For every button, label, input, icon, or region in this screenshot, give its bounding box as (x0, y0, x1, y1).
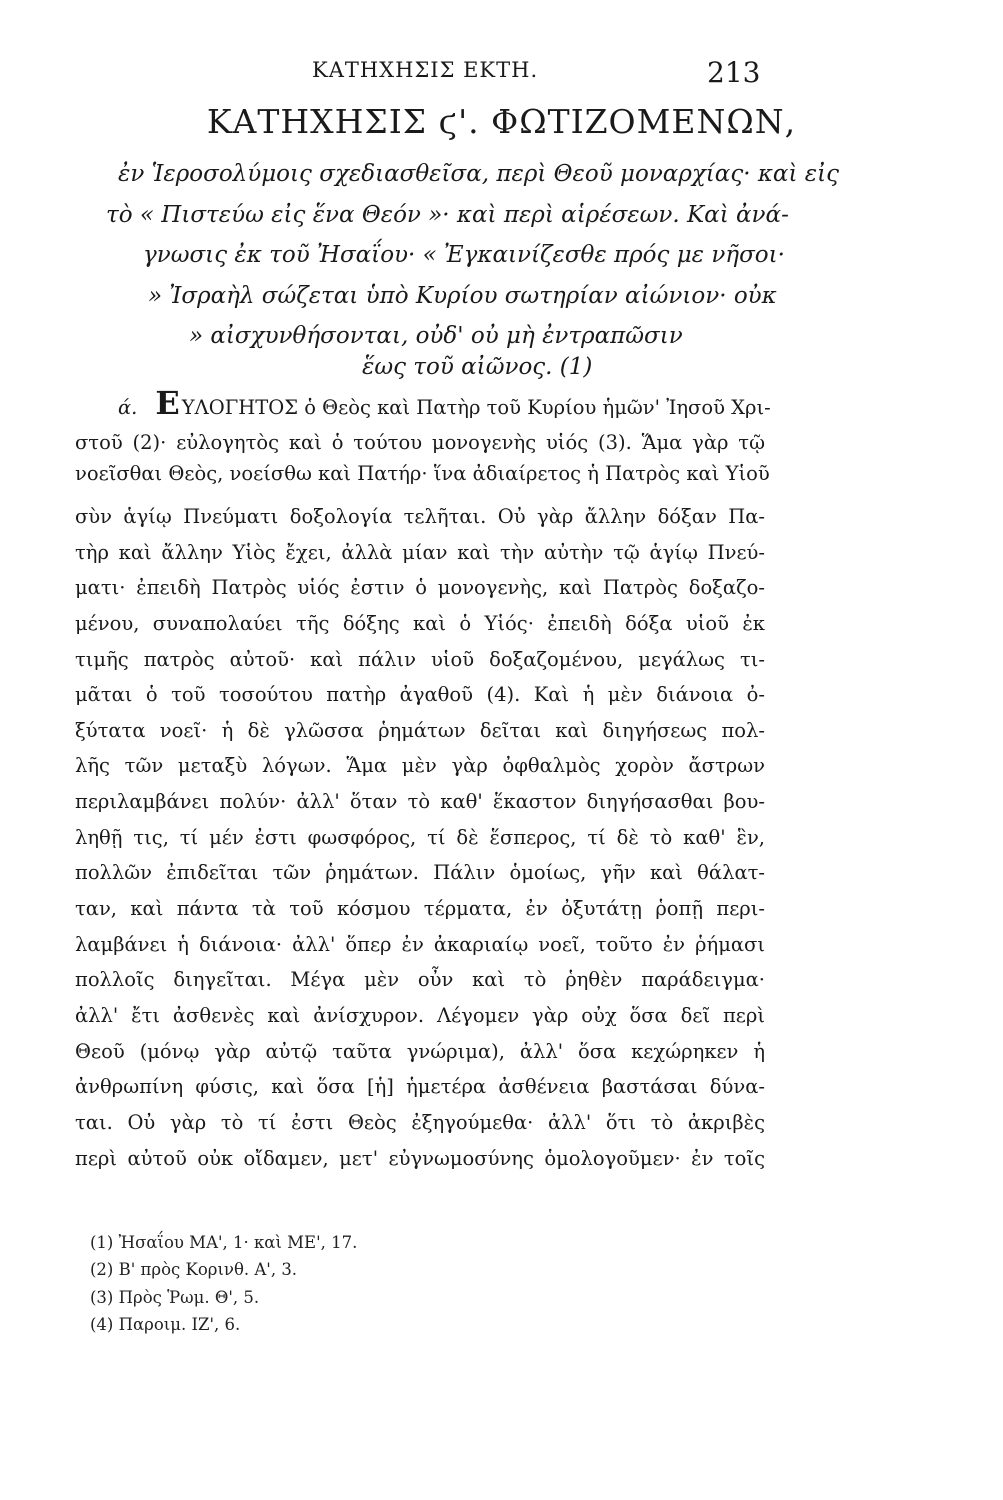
page-number: 213 (707, 56, 761, 89)
footnote: (3) Πρὸς Ῥωμ. Θ', 5. (90, 1288, 260, 1307)
chapter-subtitle-line: ἕως τοῦ αἰῶνος. (1) (362, 354, 593, 380)
footnote: (4) Παροιμ. ΙΖ', 6. (90, 1315, 241, 1334)
body-line: Θεοῦ (μόνῳ γὰρ αὐτῷ ταῦτα γνώριμα), ἀλλ' ὅσα κεχώρηκεν ἡ (75, 1040, 765, 1063)
body-line: μένου, συναπολαύει τῆς δόξης καὶ ὁ Υἱός· ἐπειδὴ δόξα υἱοῦ ἐκ (75, 612, 765, 635)
body-line: τιμῆς πατρὸς αὐτοῦ· καὶ πάλιν υἱοῦ δοξαζομένου, μεγάλως τι- (75, 648, 765, 671)
chapter-subtitle-line: » Ἰσραὴλ σώζεται ὑπὸ Κυρίου σωτηρίαν αἰώνιον· οὐκ (148, 283, 777, 309)
body-line: πολλοῖς διηγεῖται. Μέγα μὲν οὖν καὶ τὸ ῥηθὲν παράδειγμα· (75, 968, 765, 991)
chapter-subtitle-line: τὸ « Πιστεύω εἰς ἕνα Θεόν »· καὶ περὶ αἱρέσεων. Καὶ ἀνά- (106, 202, 789, 228)
body-line: λαμβάνει ἡ διάνοια· ἀλλ' ὅπερ ἐν ἀκαριαίῳ νοεῖ, τοῦτο ἐν ῥήμασι (75, 933, 765, 956)
chapter-subtitle-line: γνωσις ἐκ τοῦ Ἠσαΐου· « Ἐγκαινίζεσθε πρός με νῆσοι· (143, 242, 785, 268)
body-line: ματι· ἐπειδὴ Πατρὸς υἱός ἐστιν ὁ μονογενὴς, καὶ Πατρὸς δοξαζο- (75, 576, 765, 599)
body-line: σὺν ἁγίῳ Πνεύματι δοξολογία τελῆται. Οὐ γὰρ ἄλλην δόξαν Πα- (75, 505, 765, 528)
drop-cap: Ε (155, 384, 180, 422)
section-number: ά. (118, 396, 138, 419)
body-line: ξύτατα νοεῖ· ἡ δὲ γλῶσσα ῥημάτων δεῖται καὶ διηγήσεως πολ- (75, 719, 765, 742)
body-line: μᾶται ὁ τοῦ τοσούτου πατὴρ ἀγαθοῦ (4). Καὶ ἡ μὲν διάνοια ὀ- (75, 683, 765, 706)
chapter-subtitle-line: ἐν Ἱεροσολύμοις σχεδιασθεῖσα, περὶ Θεοῦ μοναρχίας· καὶ εἰς (118, 161, 840, 187)
chapter-subtitle-line: » αἰσχυνθήσονται, οὐδ' οὐ μὴ ἐντραπῶσιν (189, 323, 683, 349)
body-line: λῆς τῶν μεταξὺ λόγων. Ἅμα μὲν γὰρ ὀφθαλμὸς χορὸν ἄστρων (75, 754, 765, 777)
body-line: πολλῶν ἐπιδεῖται τῶν ῥημάτων. Πάλιν ὁμοίως, γῆν καὶ θάλατ- (75, 861, 765, 884)
body-line: ταν, καὶ πάντα τὰ τοῦ κόσμου τέρματα, ἐν ὀξυτάτῃ ῥοπῇ περι- (75, 897, 765, 920)
body-line: στοῦ (2)· εὐλογητὸς καὶ ὁ τούτου μονογενὴς υἱός (3). Ἅμα γὰρ τῷ (75, 431, 765, 454)
footnote: (1) Ἠσαΐου ΜΑ', 1· καὶ ΜΕ', 17. (90, 1233, 358, 1252)
body-line: περιλαμβάνει πολύν· ἀλλ' ὅταν τὸ καθ' ἕκαστον διηγήσασθαι βου- (75, 790, 765, 813)
footnote: (2) Β' πρὸς Κορινθ. Α', 3. (90, 1260, 298, 1279)
running-head: ΚΑΤΗΧΗΣΙΣ ΕΚΤΗ. (312, 58, 539, 82)
body-line: ται. Οὐ γὰρ τὸ τί ἐστι Θεὸς ἐξηγούμεθα· ἀλλ' ὅτι τὸ ἀκριβὲς (75, 1111, 765, 1134)
chapter-title: ΚΑΤΗΧΗΣΙΣ ϛ'. ΦΩΤΙΖΟΜΕΝΩΝ, (206, 102, 797, 141)
body-text: ΥΛΟΓΗΤΟΣ ὁ Θεὸς καὶ Πατὴρ τοῦ Κυρίου ἡμῶν' Ἰησοῦ Χρι- (181, 396, 771, 419)
body-line: περὶ αὐτοῦ οὐκ οἴδαμεν, μετ' εὐγνωμοσύνης ὁμολογοῦμεν· ἐν τοῖς (75, 1147, 765, 1170)
body-line: ἀνθρωπίνη φύσις, καὶ ὅσα [ἡ] ἡμετέρα ἀσθένεια βαστάσαι δύνα- (75, 1075, 765, 1098)
body-line: ληθῇ τις, τί μέν ἐστι φωσφόρος, τί δὲ ἕσπερος, τί δὲ τὸ καθ' ἓν, (75, 826, 765, 849)
body-line: ἀλλ' ἔτι ἀσθενὲς καὶ ἀνίσχυρον. Λέγομεν γὰρ οὐχ ὅσα δεῖ περὶ (75, 1004, 765, 1027)
body-line-first (118, 384, 771, 422)
body-line: τὴρ καὶ ἄλλην Υἱὸς ἔχει, ἀλλὰ μίαν καὶ τὴν αὐτὴν τῷ ἁγίῳ Πνεύ- (75, 541, 765, 564)
body-line: νοεῖσθαι Θεὸς, νοείσθω καὶ Πατήρ· ἵνα ἀδιαίρετος ἡ Πατρὸς καὶ Υἱοῦ (75, 462, 770, 485)
